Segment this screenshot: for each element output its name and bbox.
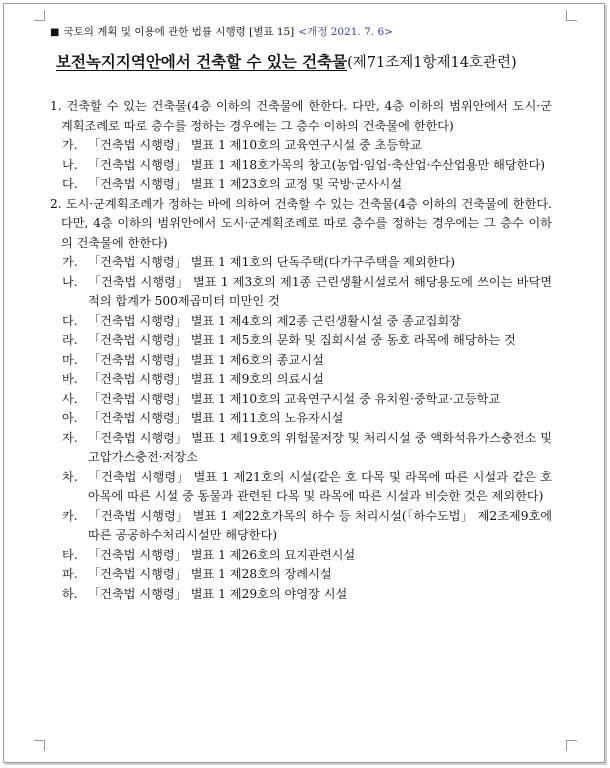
list-item: 가. 「건축법 시행령」 별표 1 제1호의 단독주택(다가구주택을 제외한다) xyxy=(62,255,455,269)
list-item: 카. 「건축법 시행령」 별표 1 제22호가목의 하수 등 처리시설(「하수도법」 제2조제9호에 따른 공공하수처리시설만 해당한다) xyxy=(62,508,552,542)
crop-mark-top-left xyxy=(34,10,45,21)
list-item: 자. 「건축법 시행령」 별표 1 제19호의 위험물저장 및 처리시설 중 액화석유가스충전소 및 고압가스충전·저장소 xyxy=(62,430,552,464)
list-item: 다. 「건축법 시행령」 별표 1 제4호의 제2종 근린생활시설 중 종교집회장 xyxy=(62,313,461,328)
list-item: 하. 「건축법 시행령」 별표 1 제29호의 야영장 시설 xyxy=(62,586,348,601)
title-reference: (제71조제1항제14호관련) xyxy=(347,55,517,71)
square-bullet-icon: ■ xyxy=(50,27,60,38)
list-item: 나. 「건축법 시행령」 별표 1 제18호가목의 창고(농업·임업·축산업·수산업용만 해당한다) xyxy=(62,157,545,172)
list-item: 아. 「건축법 시행령」 별표 1 제11호의 노유자시설 xyxy=(62,411,344,425)
list-item: 나. 「건축법 시행령」 별표 1 제3호의 제1종 근린생활시설로서 해당용도에 쓰이는 바닥면적의 합계가 500제곱미터 미만인 것 xyxy=(62,274,552,308)
list-item: 바. 「건축법 시행령」 별표 1 제9호의 의료시설 xyxy=(62,372,324,386)
section-2: 2. 도시·군계획조례가 정하는 바에 의하여 건축할 수 있는 건축물(4층 이하의 건축물에 한한다. 다만, 4층 이하의 범위안에서 도시·군계획조례로 따로 층수를 정하는 경우에는 그 층수 이하의 건축물에 한한다) xyxy=(50,196,552,250)
list-item: 파. 「건축법 시행령」 별표 1 제28호의 장례시설 xyxy=(62,567,332,581)
list-item: 가. 「건축법 시행령」 별표 1 제10호의 교육연구시설 중 초등학교 xyxy=(62,138,422,152)
list-item: 다. 「건축법 시행령」 별표 1 제23호의 교정 및 국방·군사시설 xyxy=(62,177,403,191)
list-item: 라. 「건축법 시행령」 별표 1 제5호의 문화 및 집회시설 중 동호 라목에 해당하는 것 xyxy=(62,333,516,347)
list-item: 타. 「건축법 시행령」 별표 1 제26호의 묘지관련시설 xyxy=(62,547,356,562)
crop-mark-top-right xyxy=(566,10,577,21)
law-reference: 국토의 계획 및 이용에 관한 법률 시행령 [별표 15] xyxy=(63,26,295,38)
revision-date: <개정 2021. 7. 6> xyxy=(298,26,393,38)
title-main: 보전녹지지역안에서 건축할 수 있는 건축물 xyxy=(56,53,348,71)
list-item: 사. 「건축법 시행령」 별표 1 제10호의 교육연구시설 중 유치원·중학교·고등학교 xyxy=(62,391,501,406)
list-item: 마. 「건축법 시행령」 별표 1 제6호의 종교시설 xyxy=(62,352,324,367)
section-1: 1. 건축할 수 있는 건축물(4층 이하의 건축물에 한한다. 다만, 4층 이하의 범위안에서 도시·군계획조례로 따로 층수를 정하는 경우에는 그 층수 이하의 건축물에 한한다) xyxy=(50,99,552,133)
document-body xyxy=(50,97,552,604)
crop-mark-bottom-left xyxy=(34,740,45,751)
page-title xyxy=(56,50,556,72)
list-item: 차. 「건축법 시행령」 별표 1 제21호의 시설(같은 호 다목 및 라목에 따른 시설과 같은 호 아목에 따른 시설 중 동물과 관련된 다목 및 라목에 따른 시설과 비슷한 것은 제외한다) xyxy=(62,469,552,503)
crop-mark-bottom-right xyxy=(566,740,577,751)
document-header xyxy=(50,24,560,39)
